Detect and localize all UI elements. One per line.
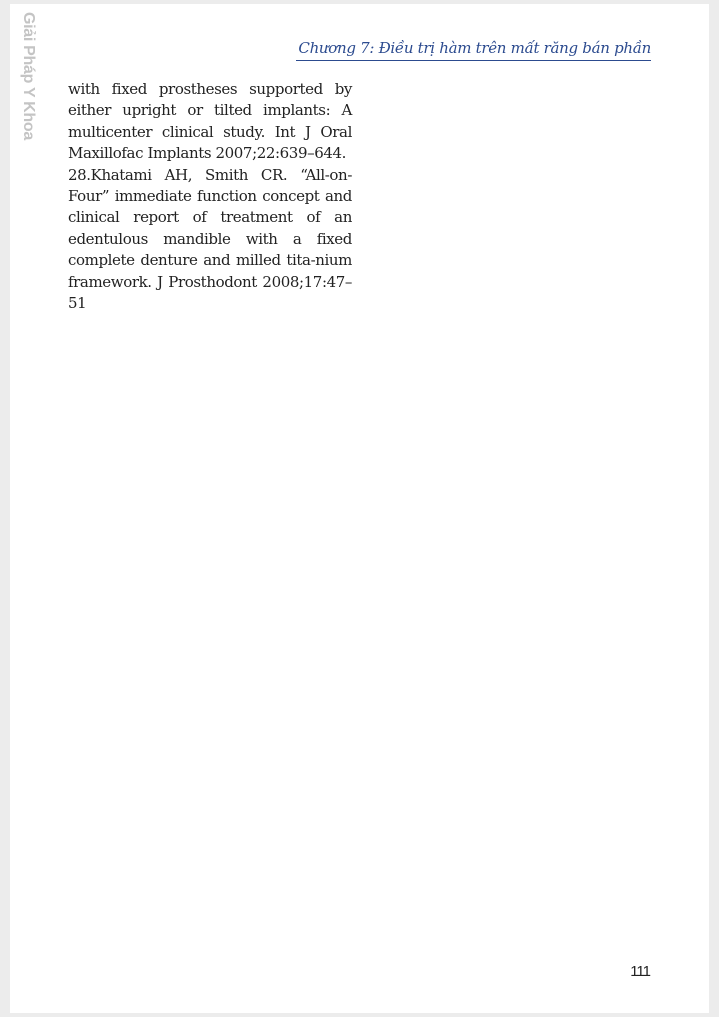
reference-item: with fixed prostheses supported by either upright or tilted implants: A multicenter clinical study. Int J Oral Maxillofac Implants 2007;22:639–644. — [68, 80, 352, 163]
header-underline — [296, 60, 651, 61]
page-number: 111 — [630, 963, 650, 980]
reference-item: 28.Khatami AH, Smith CR. “All-on-Four” immediate function concept and clinical report of treatment of an edentulous mandible with a fixed complete denture and milled tita-nium framework. J Prosthodont 2008;17:47–51 — [68, 165, 352, 313]
chapter-header: Chương 7: Điều trị hàm trên mất răng bán phần — [298, 39, 651, 57]
side-watermark — [20, 12, 38, 142]
reference-list — [68, 79, 352, 314]
side-watermark-text: Giải Pháp Y Khoa — [20, 12, 37, 140]
